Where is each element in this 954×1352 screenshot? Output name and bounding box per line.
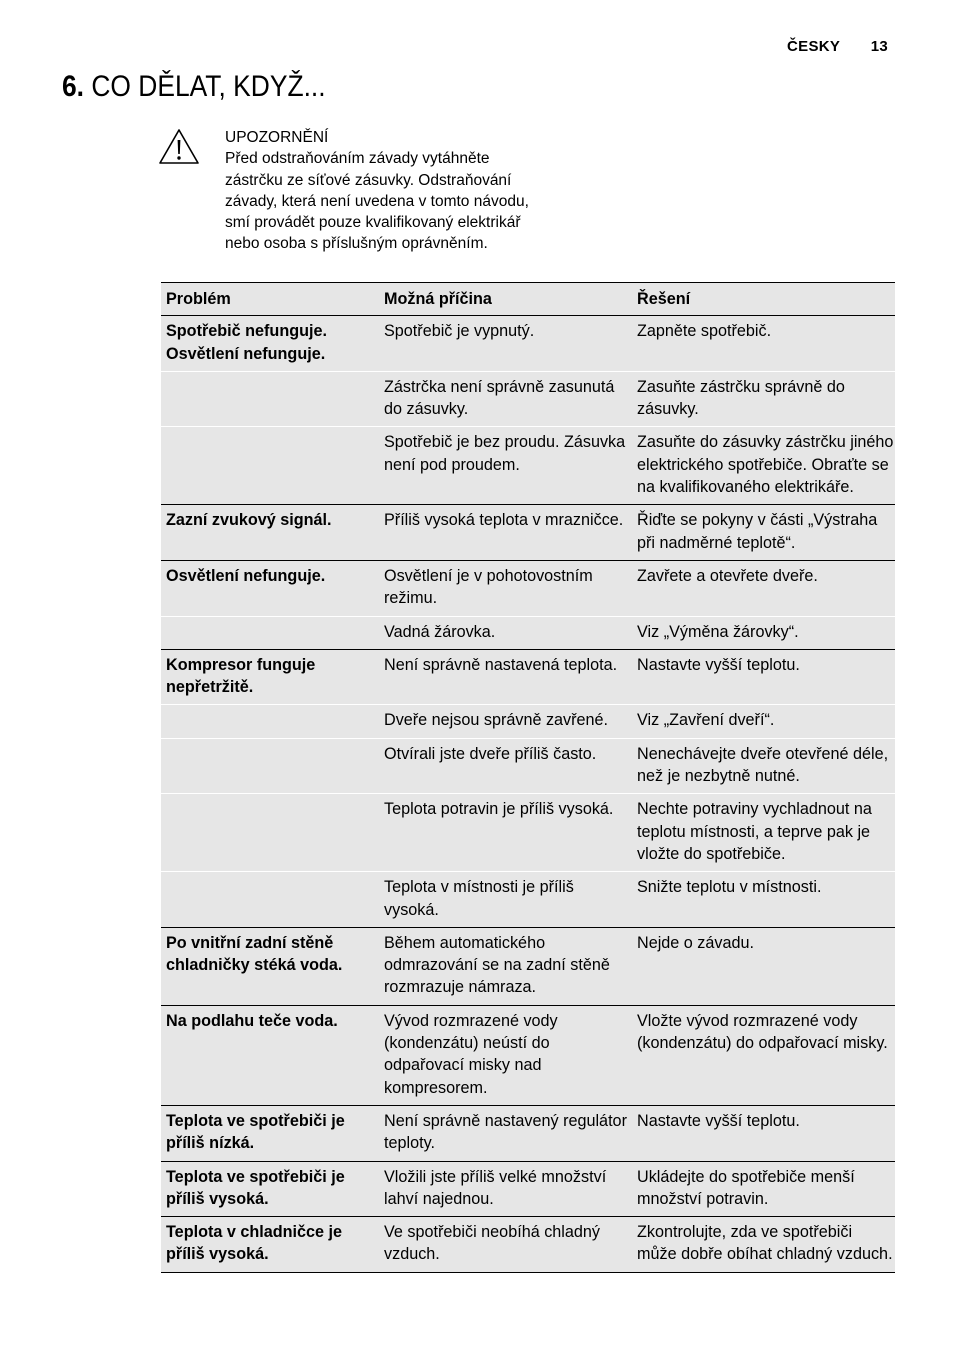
page-header: [787, 38, 888, 55]
problem-cell: [161, 616, 379, 649]
solution-cell: Řiďte se pokyny v části „Výstraha při nadměrné teplotě“.: [632, 505, 895, 561]
table-body: [161, 316, 895, 1272]
cause-cell: Spotřebič je bez proudu. Zásuvka není pod proudem.: [379, 427, 632, 505]
chapter-title-text: CO DĚLAT, KDYŽ...: [91, 70, 326, 103]
table-row: [161, 738, 895, 794]
problem-cell: Na podlahu teče voda.: [161, 1005, 379, 1105]
chapter-title: [62, 70, 326, 104]
problem-cell: Spotřebič nefunguje. Osvětlení nefunguje.: [161, 316, 379, 372]
table-row: [161, 616, 895, 649]
solution-cell: Vložte vývod rozmrazené vody (kondenzátu) do odpařovací misky.: [632, 1005, 895, 1105]
table-row: [161, 505, 895, 561]
problem-cell: Teplota ve spotřebiči je příliš vysoká.: [161, 1161, 379, 1217]
solution-cell: Snižte teplotu v místnosti.: [632, 872, 895, 928]
solution-cell: Zasuňte do zásuvky zástrčku jiného elektrického spotřebiče. Obraťte se na kvalifikovaného elektrikáře.: [632, 427, 895, 505]
table-row: [161, 371, 895, 427]
cause-cell: Během automatického odmrazování se na zadní stěně rozmrazuje námraza.: [379, 927, 632, 1005]
solution-cell: Nechte potraviny vychladnout na teplotu místnosti, a teprve pak je vložte do spotřebiče.: [632, 794, 895, 872]
solution-cell: Viz „Výměna žárovky“.: [632, 616, 895, 649]
cause-cell: Vadná žárovka.: [379, 616, 632, 649]
cause-cell: Osvětlení je v pohotovostním režimu.: [379, 560, 632, 616]
problem-cell: Kompresor funguje nepřetržitě.: [161, 649, 379, 705]
chapter-number: 6.: [62, 70, 85, 103]
table-row: [161, 1161, 895, 1217]
problem-cell: Osvětlení nefunguje.: [161, 560, 379, 616]
problem-cell: [161, 371, 379, 427]
page-number: 13: [870, 38, 888, 55]
table-row: [161, 560, 895, 616]
solution-cell: Nenechávejte dveře otevřené déle, než je nezbytně nutné.: [632, 738, 895, 794]
warning-body: Před odstraňováním závady vytáhněte zástrčku ze síťové zásuvky. Odstraňování závady, která není uvedena v tomto návodu, smí provádět pouze kvalifikovaný elektrikář nebo osoba s příslušným oprávněním.: [225, 150, 529, 253]
table-row: [161, 872, 895, 928]
cause-cell: Teplota potravin je příliš vysoká.: [379, 794, 632, 872]
warning-heading: UPOZORNĚNÍ: [225, 129, 329, 146]
cause-cell: Zástrčka není správně zasunutá do zásuvky.: [379, 371, 632, 427]
column-header-cause: Možná příčina: [379, 283, 632, 316]
table-row: [161, 705, 895, 738]
table-row: [161, 316, 895, 372]
table-row: [161, 649, 895, 705]
language-label: ČESKY: [787, 38, 841, 55]
problem-cell: Teplota ve spotřebiči je příliš nízká.: [161, 1105, 379, 1161]
table-row: [161, 1105, 895, 1161]
problem-cell: [161, 427, 379, 505]
cause-cell: Příliš vysoká teplota v mrazničce.: [379, 505, 632, 561]
problem-cell: [161, 705, 379, 738]
problem-cell: [161, 872, 379, 928]
solution-cell: Nastavte vyšší teplotu.: [632, 1105, 895, 1161]
table-row: [161, 1217, 895, 1273]
table-row: [161, 794, 895, 872]
solution-cell: Zapněte spotřebič.: [632, 316, 895, 372]
cause-cell: Dveře nejsou správně zavřené.: [379, 705, 632, 738]
problem-cell: Teplota v chladničce je příliš vysoká.: [161, 1217, 379, 1273]
cause-cell: Spotřebič je vypnutý.: [379, 316, 632, 372]
solution-cell: Zkontrolujte, zda ve spotřebiči může dobře obíhat chladný vzduch.: [632, 1217, 895, 1273]
problem-cell: [161, 738, 379, 794]
cause-cell: Vložili jste příliš velké množství lahví najednou.: [379, 1161, 632, 1217]
solution-cell: Nejde o závadu.: [632, 927, 895, 1005]
problem-cell: Zazní zvukový signál.: [161, 505, 379, 561]
warning-text: [225, 127, 545, 255]
warning-triangle-icon: [157, 127, 201, 167]
cause-cell: Vývod rozmrazené vody (kondenzátu) neústí do odpařovací misky nad kompresorem.: [379, 1005, 632, 1105]
column-header-problem: Problém: [161, 283, 379, 316]
column-header-solution: Řešení: [632, 283, 895, 316]
cause-cell: Není správně nastavená teplota.: [379, 649, 632, 705]
troubleshooting-table: [161, 282, 895, 1273]
solution-cell: Viz „Zavření dveří“.: [632, 705, 895, 738]
solution-cell: Nastavte vyšší teplotu.: [632, 649, 895, 705]
table-row: [161, 1005, 895, 1105]
solution-cell: Zavřete a otevřete dveře.: [632, 560, 895, 616]
solution-cell: Ukládejte do spotřebiče menší množství potravin.: [632, 1161, 895, 1217]
solution-cell: Zasuňte zástrčku správně do zásuvky.: [632, 371, 895, 427]
cause-cell: Otvírali jste dveře příliš často.: [379, 738, 632, 794]
table-row: [161, 927, 895, 1005]
cause-cell: Není správně nastavený regulátor teploty.: [379, 1105, 632, 1161]
table-header-row: [161, 283, 895, 316]
problem-cell: [161, 794, 379, 872]
cause-cell: Teplota v místnosti je příliš vysoká.: [379, 872, 632, 928]
problem-cell: Po vnitřní zadní stěně chladničky stéká voda.: [161, 927, 379, 1005]
cause-cell: Ve spotřebiči neobíhá chladný vzduch.: [379, 1217, 632, 1273]
table-row: [161, 427, 895, 505]
